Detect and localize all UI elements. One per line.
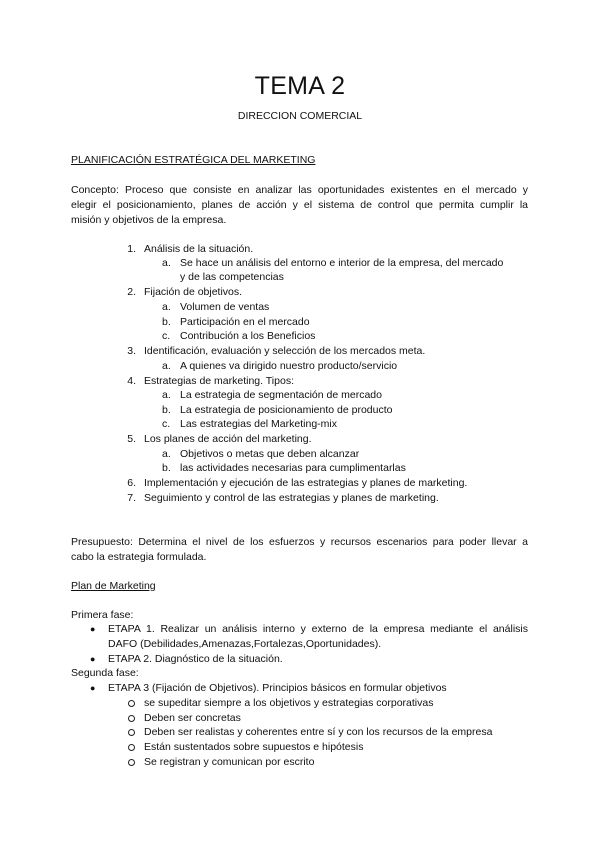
sub-list-letter: a. xyxy=(162,389,171,401)
list-item: Seguimiento y control de las estrategias y planes de marketing. xyxy=(144,492,439,504)
list-number: 4. xyxy=(127,375,136,387)
sub-list-item: las actividades necesarias para cumplimentarlas xyxy=(180,462,406,474)
etapa-1-line-2: DAFO (Debilidades,Amenazas,Fortalezas,Oportunidades). xyxy=(108,638,382,650)
section-heading-planificacion: PLANIFICACIÓN ESTRATÉGICA DEL MARKETING xyxy=(71,154,316,166)
sub-list-item: La estrategia de segmentación de mercado xyxy=(180,389,382,401)
sub-list-letter: c. xyxy=(162,330,171,342)
list-item: Estrategias de marketing. Tipos: xyxy=(144,375,294,387)
concepto-line-2: elegir el posicionamiento, planes de acción y el sistema de control que permita cumplir la xyxy=(71,199,528,211)
bullet-icon: ● xyxy=(90,654,96,664)
principio-item: Se registran y comunican por escrito xyxy=(144,756,315,768)
list-number: 3. xyxy=(127,345,136,357)
sub-list-letter: a. xyxy=(162,257,171,269)
principio-item: Deben ser realistas y coherentes entre sí y con los recursos de la empresa xyxy=(144,726,493,738)
sub-list-item: Participación en el mercado xyxy=(180,316,310,328)
sub-list-letter: b. xyxy=(162,316,171,328)
hollow-bullet-icon xyxy=(128,729,135,736)
bullet-icon: ● xyxy=(90,683,96,693)
principio-item: Deben ser concretas xyxy=(144,712,241,724)
sub-list-item: Se hace un análisis del entorno e interior de la empresa, del mercado xyxy=(180,257,504,269)
sub-list-letter: a. xyxy=(162,360,171,372)
sub-list-item-cont: y de las competencias xyxy=(180,271,284,283)
list-item: Fijación de objetivos. xyxy=(144,286,243,298)
etapa-1-line-1: ETAPA 1. Realizar un análisis interno y externo de la empresa mediante el análisis xyxy=(108,623,528,635)
etapa-2: ETAPA 2. Diagnóstico de la situación. xyxy=(108,653,283,665)
sub-list-letter: c. xyxy=(162,418,171,430)
hollow-bullet-icon xyxy=(128,744,135,751)
hollow-bullet-icon xyxy=(128,715,135,722)
sub-list-letter: b. xyxy=(162,404,171,416)
list-number: 5. xyxy=(127,433,136,445)
sub-list-item: La estrategia de posicionamiento de producto xyxy=(180,404,393,416)
principio-item: se supeditar siempre a los objetivos y estrategias corporativas xyxy=(144,697,434,709)
list-number: 1. xyxy=(127,243,136,255)
sub-list-item: A quienes va dirigido nuestro producto/servicio xyxy=(180,360,398,372)
sub-list-item: Objetivos o metas que deben alcanzar xyxy=(180,448,360,460)
list-number: 6. xyxy=(127,477,136,489)
list-number: 2. xyxy=(127,286,136,298)
list-item: Análisis de la situación. xyxy=(144,243,254,255)
hollow-bullet-icon xyxy=(128,759,135,766)
list-item: Identificación, evaluación y selección de los mercados meta. xyxy=(144,345,426,357)
sub-list-letter: a. xyxy=(162,301,171,313)
sub-list-item: Volumen de ventas xyxy=(180,301,270,313)
concepto-line-3: misión y objetivos de la empresa. xyxy=(71,214,227,226)
presupuesto-line-2: cabo la estrategia formulada. xyxy=(71,551,207,563)
presupuesto-line-1: Presupuesto: Determina el nivel de los esfuerzos y recursos escenarios para poder llevar a xyxy=(71,536,528,548)
sub-list-letter: b. xyxy=(162,462,171,474)
list-item: Los planes de acción del marketing. xyxy=(144,433,312,445)
etapa-3: ETAPA 3 (Fijación de Objetivos). Principios básicos en formular objetivos xyxy=(108,682,447,694)
concepto-line-1: Concepto: Proceso que consiste en analizar las oportunidades existentes en el mercado y xyxy=(71,184,528,196)
sub-list-letter: a. xyxy=(162,448,171,460)
page-subtitle: DIRECCION COMERCIAL xyxy=(237,110,363,122)
sub-list-item: Las estrategias del Marketing-mix xyxy=(180,418,337,430)
principio-item: Están sustentados sobre supuestos e hipótesis xyxy=(144,741,364,753)
fase-label: Primera fase: xyxy=(71,609,134,621)
hollow-bullet-icon xyxy=(128,700,135,707)
list-item: Implementación y ejecución de las estrategias y planes de marketing. xyxy=(144,477,468,489)
section-heading-plan: Plan de Marketing xyxy=(71,580,156,592)
sub-list-item: Contribución a los Beneficios xyxy=(180,330,316,342)
list-number: 7. xyxy=(127,492,136,504)
page-title: TEMA 2 xyxy=(254,72,346,100)
fase-label: Segunda fase: xyxy=(71,667,139,679)
bullet-icon: ● xyxy=(90,624,96,634)
